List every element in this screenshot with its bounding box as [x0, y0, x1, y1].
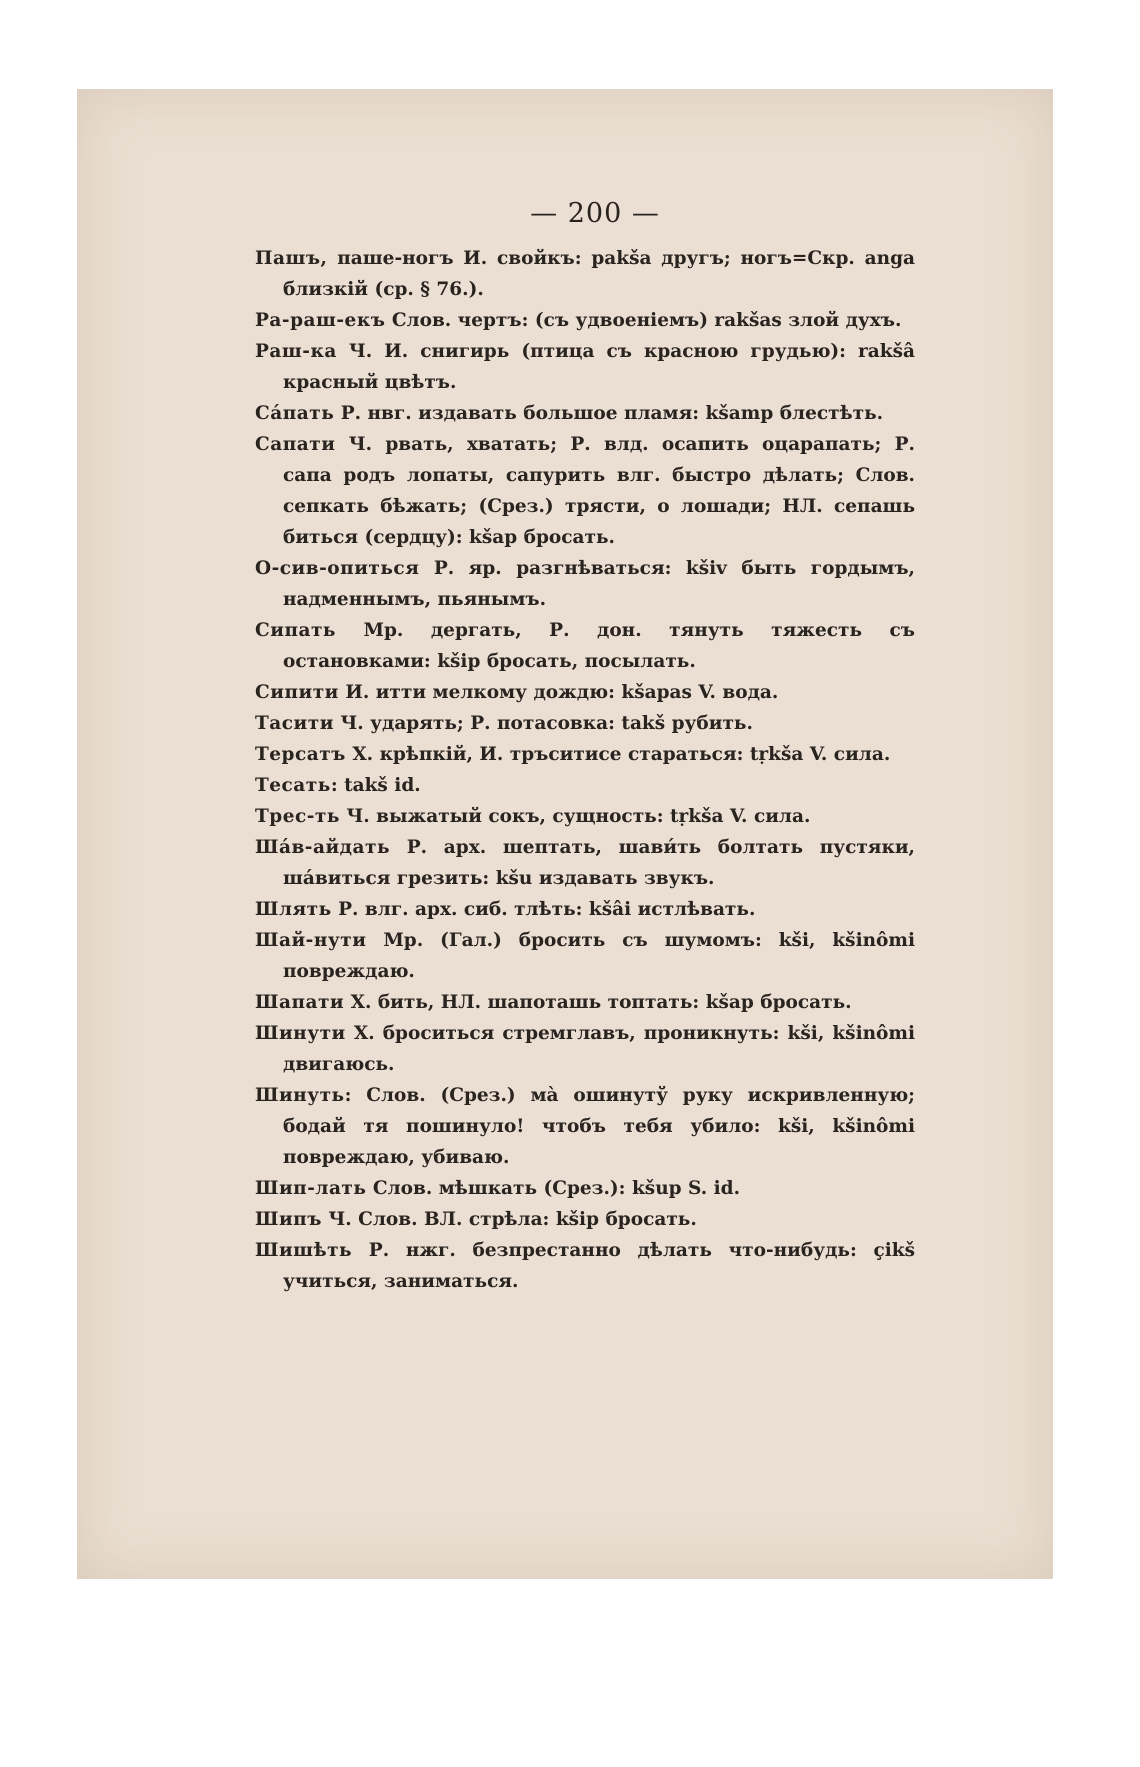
dictionary-entry [255, 429, 915, 553]
entry-definition: Х. крѣпкій, И. тръситисе стараться: tṛkša V. сила. [345, 744, 891, 765]
entry-definition: : Слов. (Срез.) мà ошинутў руку искривленную; бодай тя пошинуло! чтобъ тебя убило: kši, kšinômi повреждаю, убиваю. [283, 1085, 915, 1168]
entry-headword: Ша́в-айдать [255, 837, 391, 858]
book-page [255, 198, 915, 1297]
entry-headword: Шип-лать [255, 1178, 367, 1199]
dictionary-entry [255, 708, 915, 739]
dictionary-entry [255, 615, 915, 677]
entry-headword: Шинуть [255, 1085, 345, 1106]
dictionary-entry [255, 677, 915, 708]
entry-definition: Слов. чертъ: (съ удвоеніемъ) rakšas злой духъ. [385, 310, 902, 331]
dictionary-entry [255, 398, 915, 429]
entry-definition: паше-ногъ И. свойкъ: pakša другъ; ногъ=Скр. anga близкій (ср. § 76.). [283, 248, 915, 300]
entry-headword: Шинути [255, 1023, 346, 1044]
dictionary-entry [255, 894, 915, 925]
entry-headword: Тесать [255, 775, 331, 796]
entry-definition: Слов. мѣшкать (Срез.): kšup S. id. [366, 1178, 741, 1199]
entry-definition: Р. нжг. безпрестанно дѣлать что-нибудь: çikš учиться, заниматься. [283, 1240, 915, 1292]
entry-definition: Х. бить, НЛ. шапоташь топтать: kšap бросать. [344, 992, 852, 1013]
entry-headword: Шишѣть [255, 1240, 353, 1261]
entry-headword: Сапати [255, 434, 336, 455]
dictionary-entry [255, 987, 915, 1018]
dictionary-entry [255, 1204, 915, 1235]
dictionary-entry [255, 1173, 915, 1204]
entry-headword: Сипити [255, 682, 339, 703]
entry-definition: Ч. И. снигирь (птица съ красною грудью): rakšâ красный цвѣтъ. [283, 341, 915, 393]
entry-definition: Р. яр. разгнѣваться: kšiv быть гордымъ, надменнымъ, пьянымъ. [283, 558, 915, 610]
entry-headword: Са́пать [255, 403, 335, 424]
entry-definition: Мр. (Гал.) бросить съ шумомъ: kši, kšinômi повреждаю. [283, 930, 915, 982]
entry-definition: Р. арх. шептать, шави́ть болтать пустяки, ша́виться грезить: kšu издавать звукъ. [283, 837, 915, 889]
entry-headword: Шай-нути [255, 930, 367, 951]
entry-headword: Трес-ть [255, 806, 340, 827]
entry-definition: Ч. рвать, хватать; Р. влд. осапить оцарапать; Р. сапа родъ лопаты, сапурить влг. быстро дѣлать; Слов. сепкать бѣжать; (Срез.) трясти, о лошади; НЛ. сепашь биться (сердцу): kšap бросать. [283, 434, 915, 548]
dictionary-entry [255, 1080, 915, 1173]
entry-headword: Шлять [255, 899, 332, 920]
dictionary-entry [255, 336, 915, 398]
entry-headword: Пашъ, [255, 248, 328, 269]
dictionary-entry [255, 553, 915, 615]
page-number: — 200 — [530, 198, 660, 229]
entry-headword: Тасити [255, 713, 334, 734]
entry-headword: Ра-раш-екъ [255, 310, 386, 331]
entry-definition: Ч. ударять; Р. потасовка: takš рубить. [333, 713, 753, 734]
dictionary-entry [255, 305, 915, 336]
dictionary-entry [255, 925, 915, 987]
entry-definition: Р. нвг. издавать большое пламя: kšamp блестѣть. [334, 403, 884, 424]
entry-headword: Терсатъ [255, 744, 346, 765]
entry-headword: О-сив-опиться [255, 558, 420, 579]
dictionary-entry [255, 739, 915, 770]
dictionary-entry [255, 801, 915, 832]
entry-headword: Сипать [255, 620, 336, 641]
entry-definition: Ч. Слов. ВЛ. стрѣла: kšip бросать. [321, 1209, 697, 1230]
dictionary-entry [255, 770, 915, 801]
entry-definition: Ч. выжатый сокъ, сущность: tṛkša V. сила. [339, 806, 811, 827]
dictionary-entries [255, 243, 915, 1297]
dictionary-entry [255, 832, 915, 894]
entry-definition: Х. броситься стремглавъ, проникнуть: kši, kšinômi двигаюсь. [283, 1023, 915, 1075]
dictionary-entry [255, 1235, 915, 1297]
entry-definition: Мр. дергать, Р. дон. тянуть тяжесть съ остановками: kšip бросать, посылать. [283, 620, 915, 672]
entry-headword: Раш-ка [255, 341, 337, 362]
entry-definition: Р. влг. арх. сиб. тлѣть: kšâi истлѣвать. [331, 899, 756, 920]
entry-headword: Шипъ [255, 1209, 322, 1230]
entry-headword: Шапати [255, 992, 345, 1013]
dictionary-entry [255, 1018, 915, 1080]
entry-definition: И. итти мелкому дождю: kšapas V. вода. [338, 682, 779, 703]
entry-definition: : takš id. [330, 775, 421, 796]
dictionary-entry [255, 243, 915, 305]
